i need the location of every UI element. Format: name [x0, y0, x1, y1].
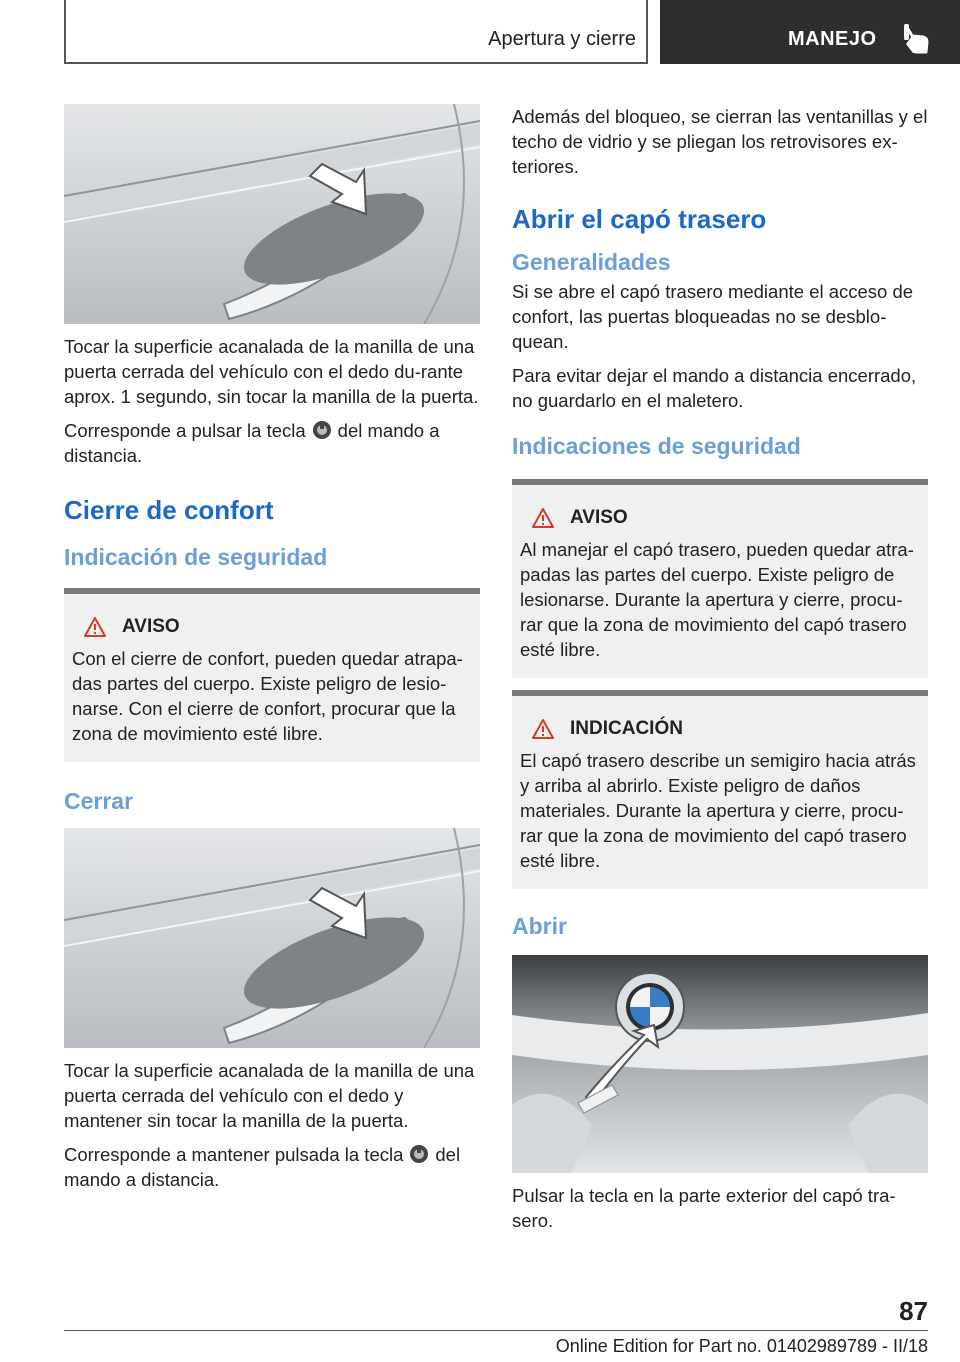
paragraph-trunk-comfort-access: Si se abre el capó trasero mediante el acceso de confort, las puertas bloqueadas no se desblo‐quean.: [512, 281, 914, 352]
warning-triangle-icon: [532, 719, 554, 739]
lock-key-icon: [409, 1144, 429, 1164]
door-handle-figure-hold: [64, 828, 480, 1048]
paragraph-touch-handle: Tocar la superficie acanalada de la manilla de una puerta cerrada del vehículo con el dedo du‐rante aprox. 1 segundo, sin tocar la manilla de la puerta.: [64, 336, 479, 407]
notice-text: El capó trasero describe un semigiro hacia atrás y arriba al abrirlo. Existe peligro de daños materiales. Durante la apertura y cierre, procu‐rar que la zona de movimiento del capó trasero esté libre.: [520, 750, 916, 871]
notice-title: INDICACIÓN: [570, 718, 683, 739]
warning-box-comfort: [64, 588, 480, 762]
footer-rule: [64, 1330, 928, 1331]
header-rule-left: [64, 0, 66, 64]
section-title: Apertura y cierre: [488, 28, 636, 50]
left-column: [64, 104, 480, 1192]
lock-key-icon: [312, 420, 332, 440]
warning-box-trunk: [512, 479, 928, 678]
paragraph-hold-key-equivalent: Corresponde a mantener pulsada la tecla del mando a distancia.: [64, 1144, 461, 1190]
chapter-tab-label: MANEJO: [788, 28, 877, 50]
paragraph-windows-close: Además del bloqueo, se cierran las ventanillas y el techo de vidrio y se pliegan los retrovisores ex‐teriores.: [512, 106, 928, 177]
page-number: 87: [899, 1296, 928, 1326]
warning-text: Con el cierre de confort, pueden quedar atrapa‐das partes del cuerpo. Existe peligro de lesio‐narse. Con el cierre de confort, procurar que la zona de movimiento esté libre.: [72, 648, 463, 744]
paragraph-hold-handle: Tocar la superficie acanalada de la manilla de una puerta cerrada del vehículo con el dedo y mantener sin tocar la manilla de la puerta.: [64, 1060, 475, 1131]
header-rule-right: [646, 0, 648, 64]
heading-close: Cerrar: [64, 788, 134, 814]
warning-text: Al manejar el capó trasero, pueden quedar atra‐padas las partes del cuerpo. Existe peligro de lesionarse. Durante la apertura y cierre, procu‐rar que la zona de movimiento del capó trasero esté libre.: [520, 539, 914, 660]
warning-title: AVISO: [570, 507, 628, 528]
heading-open: Abrir: [512, 913, 567, 939]
paragraph-key-equivalent: Corresponde a pulsar la tecla del mando a distancia.: [64, 420, 440, 466]
paragraph-press-trunk-button: Pulsar la tecla en la parte exterior del capó tra‐sero.: [512, 1185, 896, 1231]
notice-box-trunk: [512, 690, 928, 889]
warning-triangle-icon: [84, 617, 106, 637]
right-column: [512, 104, 928, 1233]
heading-comfort-close: Cierre de confort: [64, 495, 274, 525]
door-handle-figure-touch: [64, 104, 480, 324]
heading-general: Generalidades: [512, 249, 671, 275]
chapter-tab[interactable]: [660, 0, 960, 64]
header-rule-bottom: [64, 62, 648, 64]
paragraph-trunk-key-warning: Para evitar dejar el mando a distancia encerrado, no guardarlo en el maletero.: [512, 365, 917, 411]
warning-triangle-icon: [532, 508, 554, 528]
trunk-button-figure: [512, 955, 928, 1173]
warning-title: AVISO: [122, 616, 180, 637]
hand-pointer-icon: [900, 22, 930, 56]
heading-safety-note: Indicación de seguridad: [64, 544, 328, 570]
heading-open-trunk: Abrir el capó trasero: [512, 204, 767, 234]
heading-safety-notes: Indicaciones de seguridad: [512, 433, 801, 459]
footer-edition: Online Edition for Part no. 01402989789 - II/18: [555, 1336, 928, 1356]
